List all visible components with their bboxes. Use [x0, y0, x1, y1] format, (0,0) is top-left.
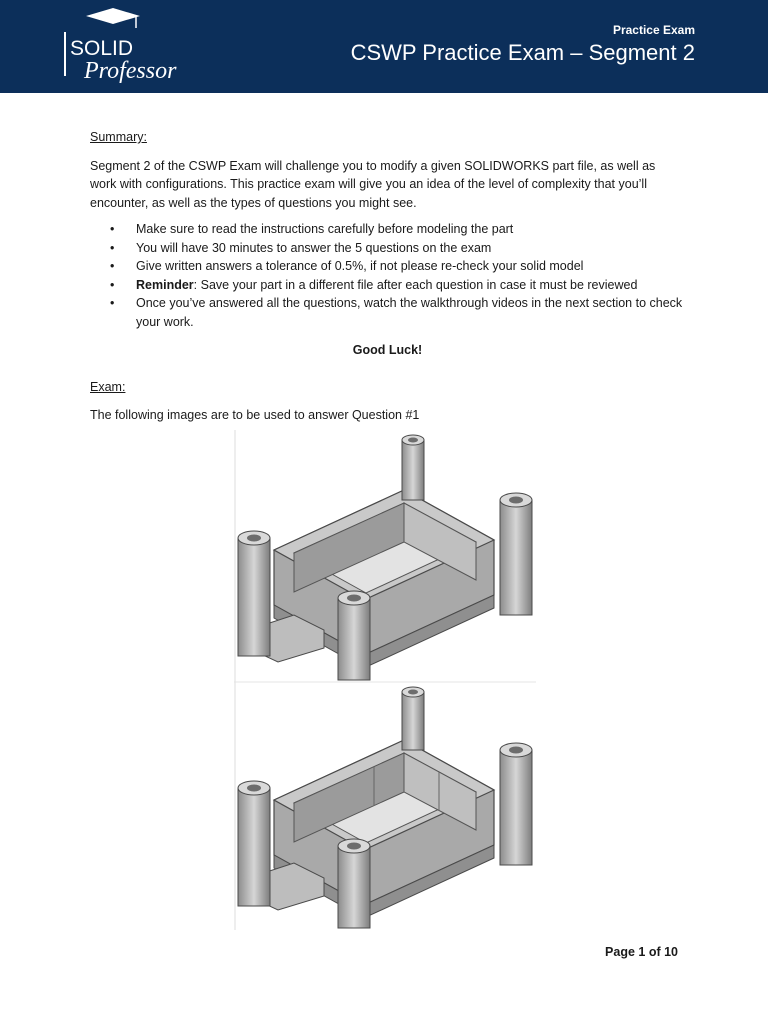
page-of: of: [645, 945, 665, 959]
part-view-bottom: [238, 687, 532, 928]
instruction-list: [90, 220, 685, 331]
page-label: Page: [605, 945, 639, 959]
summary-heading: Summary:: [90, 130, 147, 144]
page-total: 10: [664, 945, 678, 959]
logo-professor-text: Professor: [84, 58, 177, 84]
part-view-top: [238, 435, 532, 680]
list-item: [90, 276, 685, 295]
solid-professor-logo: [58, 6, 218, 86]
logo-solid-text: SOLID: [70, 37, 134, 60]
exam-heading: Exam:: [90, 379, 126, 394]
summary-paragraph: Segment 2 of the CSWP Exam will challenge you to modify a given SOLIDWORKS part file, as well as work with configurations. This practice exam will give you an idea of the level of complexity that you’ll encounter, as well as the types of questions you might see.: [90, 158, 656, 210]
reminder-label: Reminder: [136, 277, 194, 292]
page-header: [0, 0, 768, 93]
list-item: • You will have 30 minutes to answer the 5 questions on the exam: [90, 239, 685, 258]
page-current: 1: [638, 945, 646, 959]
mortarboard-icon: [86, 8, 140, 24]
list-item: • Give written answers a tolerance of 0.5%, if not please re-check your solid model: [90, 257, 685, 276]
page-number: [605, 945, 678, 959]
header-kicker: Practice Exam: [612, 23, 695, 37]
exam-intro: The following images are to be used to answer Question #1: [90, 408, 420, 422]
list-item: • Once you’ve answered all the questions, watch the walkthrough videos in the next section to check your work.: [90, 294, 685, 331]
part-model-images: [234, 430, 536, 930]
good-luck-text: Good Luck!: [352, 343, 423, 357]
list-item: • Make sure to read the instructions carefully before modeling the part: [90, 220, 685, 239]
page-title: CSWP Practice Exam – Segment 2: [350, 40, 695, 65]
reminder-text: : Save your part in a different file after each question in case it must be reviewed: [193, 277, 638, 292]
document-body: [90, 128, 685, 425]
part-figures: [234, 430, 536, 930]
